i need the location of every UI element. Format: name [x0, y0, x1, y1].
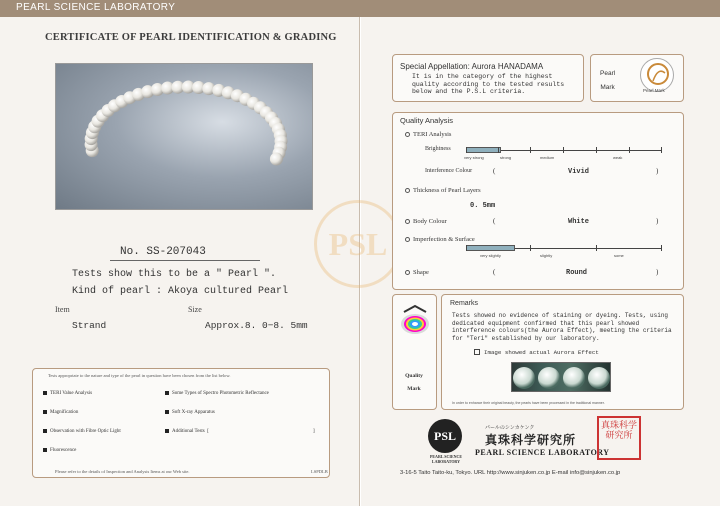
- scale-label: weak: [613, 155, 623, 160]
- imperfection-level-bar: [466, 245, 515, 251]
- thickness-label: Thickness of Pearl Layers: [405, 187, 481, 194]
- quality-analysis-box: [392, 112, 684, 290]
- brightness-level-bar: [466, 147, 501, 153]
- scale-label: medium: [540, 155, 555, 160]
- scale-tick: [596, 147, 597, 153]
- test-item: Additional Tests [: [165, 429, 209, 434]
- lab-address: 3-16-5 Taito Taito-ku, Tokyo. URL http://www.sinjuken.co.jp E-mail info@sinjuken.co.jp: [400, 470, 621, 476]
- body-colour-value: White: [568, 218, 590, 226]
- quality-analysis-title: Quality Analysis: [400, 116, 453, 125]
- test-item: Soft X-ray Apparatus: [165, 410, 215, 415]
- scale-label: very strong: [464, 155, 484, 160]
- remarks-checkbox: Image showed actual Aurora Effect: [474, 349, 599, 356]
- certificate-title: CERTIFICATE OF PEARL IDENTIFICATION & GRADING: [45, 32, 337, 43]
- item-label: Item: [55, 305, 70, 314]
- pearl-photo: [55, 63, 313, 210]
- test-item: Observation with Fibre Optic Light: [43, 429, 121, 434]
- quality-mark-label: Quality Mark: [405, 373, 423, 392]
- aurora-effect-image: [511, 362, 611, 392]
- remarks-title: Remarks: [450, 300, 479, 307]
- tests-intro: Tests appropriate to the nature and type of the pearl in question have been chosen from the list below.: [48, 373, 231, 378]
- scale-tick: [530, 147, 531, 153]
- imperfection-label: Imperfection & Surface: [405, 236, 475, 243]
- size-value: Approx.8. 0−8. 5mm: [205, 320, 308, 331]
- top-bar: [0, 0, 720, 17]
- remarks-footer: In order to enhance their original beauty, the pearls have been processed in the traditional manner.: [452, 401, 605, 405]
- pearl-necklace-image: [56, 64, 313, 210]
- paren: ): [656, 268, 659, 276]
- test-result-line: Tests show this to be a " Pearl ".: [72, 269, 277, 280]
- scale-label: some: [614, 253, 624, 258]
- psl-watermark: PSL: [314, 200, 402, 288]
- remarks-text: Tests showed no evidence of staining or dyeing. Tests, using dedicated equipment confirmed that this pearl showed interference colours(the Aurora Effect), meeting the criteria for "Teri" established by our laboratory.: [452, 312, 672, 342]
- scale-tick: [661, 245, 662, 251]
- scale-tick: [596, 245, 597, 251]
- scale-tick: [530, 245, 531, 251]
- kind-of-pearl: Kind of pearl : Akoya cultured Pearl: [72, 286, 289, 297]
- item-value: Strand: [72, 320, 107, 331]
- paren: (: [493, 167, 496, 175]
- special-appellation-text: It is in the category of the highest quality according to the tested results below and the P.S.L criteria.: [412, 73, 565, 95]
- body-colour-label: Body Colour: [405, 218, 447, 225]
- teri-analysis: TERI Analysis: [405, 131, 451, 138]
- interference-label: Interference Colour: [425, 168, 473, 174]
- divider: [110, 260, 260, 261]
- test-item: Fluorescence: [43, 448, 76, 453]
- pearl-mark-logo-text: Pearl Mark: [643, 88, 665, 93]
- paren: (: [493, 268, 496, 276]
- scale-label: very slightly: [480, 253, 501, 258]
- pearl-mark-logo-icon: [640, 58, 674, 92]
- scale-tick: [498, 147, 499, 153]
- paren: ): [656, 167, 659, 175]
- scale-tick: [629, 147, 630, 153]
- special-appellation: Special Appellation: Aurora HANADAMA: [400, 62, 544, 71]
- bracket-close: ]: [313, 429, 315, 434]
- shape-label: Shape: [405, 269, 429, 276]
- quality-mark-rainbow-icon: [398, 302, 432, 342]
- scale-tick: [466, 147, 467, 153]
- size-label: Size: [188, 305, 202, 314]
- psl-logo-icon: PSL: [428, 419, 462, 453]
- test-item: Some Types of Spectro Photometric Reflectance: [165, 391, 269, 396]
- lab-name-japanese: 真珠科学研究所: [485, 433, 577, 447]
- psl-logo-text: PEARL SCIENCE LABORATORY: [429, 454, 463, 464]
- pearl-bead: [270, 153, 283, 166]
- lab-name-english: PEARL SCIENCE LABORATORY: [475, 448, 610, 457]
- certificate-number: No. SS-207043: [120, 246, 206, 258]
- tests-footer: Please refer to the details of Inspection and Analysis Items at our Web site.: [55, 469, 190, 474]
- paren: (: [493, 217, 496, 225]
- shape-value: Round: [566, 269, 588, 277]
- test-item: Magnification: [43, 410, 78, 415]
- scale-label: strong: [500, 155, 512, 160]
- scale-tick: [563, 147, 564, 153]
- interference-value: Vivid: [568, 168, 590, 176]
- paren: ): [656, 217, 659, 225]
- scale-tick: [466, 245, 467, 251]
- scale-label: slightly: [540, 253, 553, 258]
- tests-code: LSPDLB: [311, 469, 328, 474]
- brand-label: PEARL SCIENCE LABORATORY: [16, 2, 176, 13]
- pearl-mark-label: Pearl Mark: [600, 70, 616, 91]
- brightness-label: Brightness: [425, 146, 451, 152]
- thickness-value: 0. 5mm: [470, 202, 496, 210]
- tests-box: [32, 368, 330, 478]
- scale-tick: [661, 147, 662, 153]
- test-item: TERI Value Analysis: [43, 391, 92, 396]
- lab-name-kana: パールのシンカケンク: [485, 426, 535, 431]
- red-seal-stamp: 真珠科学研究所: [597, 416, 641, 460]
